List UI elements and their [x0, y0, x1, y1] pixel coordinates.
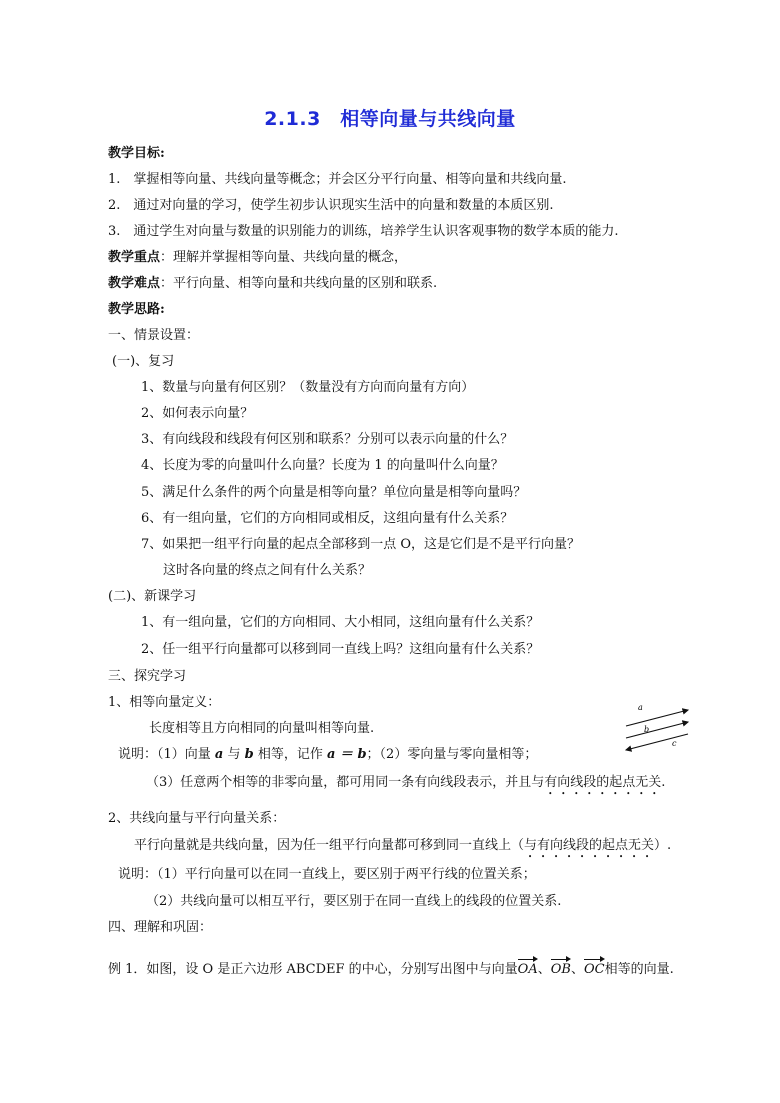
- section3-heading: 三、探究学习: [108, 669, 187, 684]
- approach-heading: 教学思路:: [108, 302, 165, 317]
- note2-emphasis: 有向线段的起点无关: [544, 775, 662, 790]
- objectives-heading: 教学目标:: [108, 146, 165, 161]
- label-c: c: [672, 739, 677, 748]
- section1-heading: 一、情景设置：: [108, 328, 200, 343]
- review-item-2: 2、如何表示向量？: [141, 406, 254, 421]
- equation-a-eq-b: a ＝ b: [326, 747, 367, 762]
- review-item-3: 3、有向线段和线段有何区别和联系？分别可以表示向量的什么？: [141, 432, 514, 447]
- objective-item-1: 1. 掌握相等向量、共线向量等概念；并会区分平行向量、相等向量和共线向量.: [108, 172, 567, 187]
- collinear-note1: 说明：（1）平行向量可以在同一直线上，要区别于两平行线的位置关系；: [118, 867, 536, 882]
- note1-prefix: 说明：（1）向量: [118, 747, 215, 762]
- example-1: [108, 957, 674, 979]
- example-text: 例 1．如图，设 O 是正六边形 ABCDEF 的中心，分别写出图中与向量: [108, 962, 518, 977]
- page-title: 2.1.3 相等向量与共线向量: [264, 108, 516, 130]
- review-item-7-cont: 这时各向量的终点之间有什么关系？: [163, 563, 372, 578]
- vector-b: b: [244, 747, 254, 762]
- collinear-emphasis: 与有向线段的起点无关: [524, 838, 655, 853]
- review-item-7: 7、如果把一组平行向量的起点全部移到一点 O，这是它们是不是平行向量？: [141, 537, 581, 552]
- review-heading: (一)、复习: [112, 354, 175, 369]
- key-point: [108, 249, 407, 267]
- review-item-4: 4、长度为零的向量叫什么向量？长度为 1 的向量叫什么向量？: [141, 458, 504, 473]
- example-sep-1: 、: [537, 962, 551, 977]
- collinear-end: ）.: [654, 838, 672, 853]
- collinear-note2: （2）共线向量可以相互平行，要区别于在同一直线上的线段的位置关系.: [146, 894, 562, 909]
- key-point-label: 教学重点: [108, 250, 161, 265]
- difficulty: [108, 275, 437, 293]
- parallel-vectors-figure: [624, 702, 694, 754]
- note1-suffix: ；（2）零向量与零向量相等；: [366, 747, 538, 762]
- new-lesson-heading: (二)、新课学习: [108, 589, 197, 604]
- review-item-1: 1、数量与向量有何区别？（数量没有方向而向量有方向）: [141, 380, 475, 395]
- collinear-main: 平行向量就是共线向量，因为任一组平行向量都可移到同一直线上（: [134, 838, 525, 853]
- equal-vectors-heading: 1、相等向量定义：: [108, 695, 221, 710]
- label-a: a: [638, 703, 643, 712]
- objective-item-2: 2. 通过对向量的学习，使学生初步认识现实生活中的向量和数量的本质区别.: [108, 198, 554, 213]
- note1-and: 与: [223, 747, 245, 762]
- new-lesson-item-1: 1、有一组向量，它们的方向相同、大小相同，这组向量有什么关系？: [141, 615, 540, 630]
- example-end: 相等的向量.: [604, 962, 674, 977]
- equal-vectors-note2: [146, 774, 665, 798]
- review-item-6: 6、有一组向量，它们的方向相同或相反，这组向量有什么关系？: [141, 511, 514, 526]
- collinear-heading: 2、共线向量与平行向量关系：: [108, 811, 286, 826]
- vector-a: a: [214, 747, 224, 762]
- vector-OB: OB: [551, 957, 571, 979]
- review-item-5: 5、满足什么条件的两个向量是相等向量？单位向量是相等向量吗？: [141, 485, 527, 500]
- equal-vectors-definition: 长度相等且方向相同的向量叫相等向量.: [149, 721, 375, 736]
- note1-mid: 相等，记作: [253, 747, 327, 762]
- vector-b-arrow: [626, 722, 688, 738]
- section4-heading: 四、理解和巩固：: [108, 920, 213, 935]
- key-point-text: ：理解并掌握相等向量、共线向量的概念，: [160, 250, 408, 265]
- collinear-text: [134, 837, 671, 861]
- vector-OA: OA: [518, 957, 538, 979]
- vector-a-arrow: [626, 710, 688, 726]
- label-b: b: [644, 725, 650, 734]
- objective-item-3: 3. 通过学生对向量与数量的识别能力的训练，培养学生认识客观事物的数学本质的能力.: [108, 224, 619, 239]
- difficulty-label: 教学难点: [108, 276, 161, 291]
- example-sep-2: 、: [570, 962, 584, 977]
- note2-text: （3）任意两个相等的非零向量，都可用同一条有向线段表示，并且与: [146, 775, 545, 790]
- new-lesson-item-2: 2、任一组平行向量都可以移到同一直线上吗？这组向量有什么关系？: [141, 642, 540, 657]
- note2-end: .: [661, 775, 666, 790]
- vector-OC: OC: [584, 957, 605, 979]
- difficulty-text: ：平行向量、相等向量和共线向量的区别和联系.: [160, 276, 438, 291]
- equal-vectors-note1: [118, 746, 537, 764]
- vector-c-arrow: [626, 734, 688, 750]
